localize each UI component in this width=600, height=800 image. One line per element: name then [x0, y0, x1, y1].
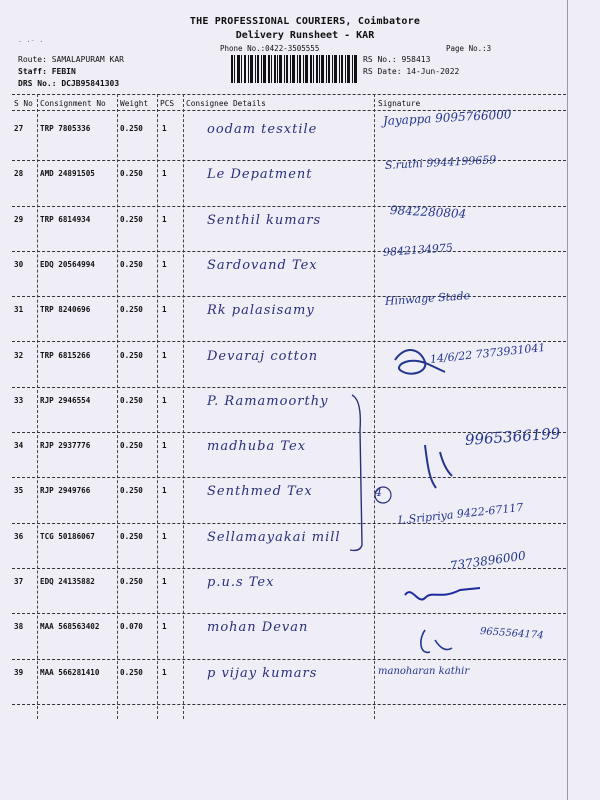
row-consignment-no: RJP 2937776: [40, 441, 91, 451]
row-consignee: p.u.s Tex: [207, 575, 275, 590]
row-consignment-no: EDQ 24135882: [40, 577, 95, 586]
row-sno: 34: [14, 441, 24, 451]
row-consignee: oodam tesxtile: [207, 122, 318, 137]
row-consignment-no: TRP 6815266: [40, 350, 91, 360]
row-pcs: 1: [162, 486, 167, 496]
row-sno: 38: [14, 622, 24, 632]
row-signature: manoharan kathir: [378, 665, 470, 677]
col-sno: S No: [14, 99, 33, 108]
row-sno: 32: [14, 350, 24, 360]
phone-number: Phone No.:0422-3505555: [220, 44, 320, 53]
row-sno: 30: [14, 259, 24, 269]
row-pcs: 1: [162, 395, 167, 405]
signature-scribble: [421, 630, 452, 652]
row-weight: 0.070: [120, 622, 143, 632]
row-signature: 9655564174: [479, 626, 544, 642]
row-signature: Hinwage Stade: [384, 289, 471, 309]
row-weight: 0.250: [120, 577, 143, 586]
row-consignee: mohan Devan: [207, 620, 309, 636]
row-pcs: 1: [162, 667, 167, 677]
row-consignment-no: TRP 8240696: [40, 305, 91, 315]
row-consignment-no: EDQ 20564994: [40, 259, 95, 269]
col-consignment: Consignment No: [40, 99, 106, 108]
drs-value: DCJB95841303: [61, 79, 120, 88]
row-consignment-no: MAA 568563402: [40, 622, 100, 632]
row-signature: Jayappa 9095766000: [382, 107, 512, 128]
row-signature: 9842280804: [389, 202, 467, 221]
row-pcs: 1: [162, 259, 167, 269]
row-consignee: p vijay kumars: [207, 665, 318, 681]
row-sno: 35: [14, 486, 24, 496]
row-pcs: 1: [162, 169, 167, 179]
row-sno: 27: [14, 124, 24, 133]
row-pcs: 1: [162, 531, 167, 541]
row-signature: S.ruthi 9944199659: [384, 153, 497, 173]
row-consignee: Sardovand Tex: [207, 257, 318, 273]
row-consignee: Senthmed Tex: [207, 484, 313, 500]
row-consignee: madhuba Tex: [207, 439, 307, 455]
row-consignee: Le Depatment: [207, 167, 313, 183]
row-pcs: 1: [162, 622, 167, 632]
row-weight: 0.250: [120, 259, 143, 269]
row-signature: 14/6/22 7373931041: [429, 340, 546, 366]
row-pcs: 1: [162, 350, 167, 360]
row-weight: 0.250: [120, 667, 143, 677]
row-consignment-no: RJP 2946554: [40, 395, 91, 405]
row-signature: 7373896000: [449, 548, 527, 573]
row-consignment-no: TCG 50186067: [40, 531, 95, 541]
row-pcs: 1: [162, 441, 167, 451]
row-sno: 33: [14, 395, 24, 405]
row-sno: 28: [14, 169, 24, 179]
row-consignee: Devaraj cotton: [207, 348, 319, 364]
row-consignment-no: AMD 24891505: [40, 169, 95, 179]
row-consignment-no: TRP 7805336: [40, 124, 91, 133]
row-sno: 29: [14, 214, 24, 224]
row-consignee: Rk palasisamy: [207, 303, 315, 319]
company-title: THE PROFESSIONAL COURIERS, Coimbatore: [189, 16, 421, 27]
row-sno: 31: [14, 305, 24, 315]
row-weight: 0.250: [120, 486, 143, 496]
row-signature: L.Sripriya 9422-67117: [397, 500, 524, 527]
signature-scribble: [405, 588, 480, 600]
row-weight: 0.250: [120, 169, 143, 179]
row-pcs: 1: [162, 305, 167, 315]
row-weight: 0.250: [120, 531, 143, 541]
row-signature: 9965366199: [464, 424, 561, 450]
row-consignment-no: MAA 566281410: [40, 667, 100, 677]
runsheet-subtitle: Delivery Runsheet - KAR: [235, 30, 375, 41]
staff-label: Staff: FEBIN: [18, 67, 76, 76]
col-pcs: PCS: [160, 99, 175, 108]
rs-number: RS No.: 958413: [363, 55, 431, 64]
row-consignee: Sellamayakai mill: [207, 529, 341, 545]
row-sno: 39: [14, 667, 24, 677]
scan-speck: · ·⁻ ·: [18, 38, 44, 46]
row-pcs: 1: [162, 124, 167, 133]
row-weight: 0.250: [120, 395, 143, 405]
page-number: Page No.:3: [446, 44, 492, 53]
signature-scribble: [395, 350, 445, 374]
rs-date: RS Date: 14-Jun-2022: [363, 67, 460, 76]
col-consignee: Consignee Details: [186, 99, 266, 108]
row-weight: 0.250: [120, 124, 143, 133]
row-consignee: Senthil kumars: [207, 212, 322, 228]
row-consignee: P. Ramamoorthy: [207, 393, 329, 409]
row-weight: 0.250: [120, 214, 143, 224]
row-consignment-no: TRP 6814934: [40, 214, 91, 224]
col-signature: Signature: [378, 99, 421, 108]
drs-label: DRS No.:: [18, 79, 57, 88]
col-weight: Weight: [120, 99, 149, 108]
row-pcs: 1: [162, 214, 167, 224]
route-label: Route: SAMALAPURAM KAR: [18, 55, 124, 64]
row-consignment-no: RJP 2949766: [40, 486, 91, 496]
row-signature: 9842134975: [382, 241, 454, 259]
bracket-note: 4: [375, 486, 382, 499]
row-sno: 36: [14, 531, 24, 541]
row-sno: 37: [14, 577, 24, 586]
row-pcs: 1: [162, 577, 167, 586]
consignee-bracket: [350, 395, 362, 550]
row-weight: 0.250: [120, 305, 143, 315]
signature-scribble: [425, 445, 452, 488]
row-weight: 0.250: [120, 350, 143, 360]
row-weight: 0.250: [120, 441, 143, 451]
